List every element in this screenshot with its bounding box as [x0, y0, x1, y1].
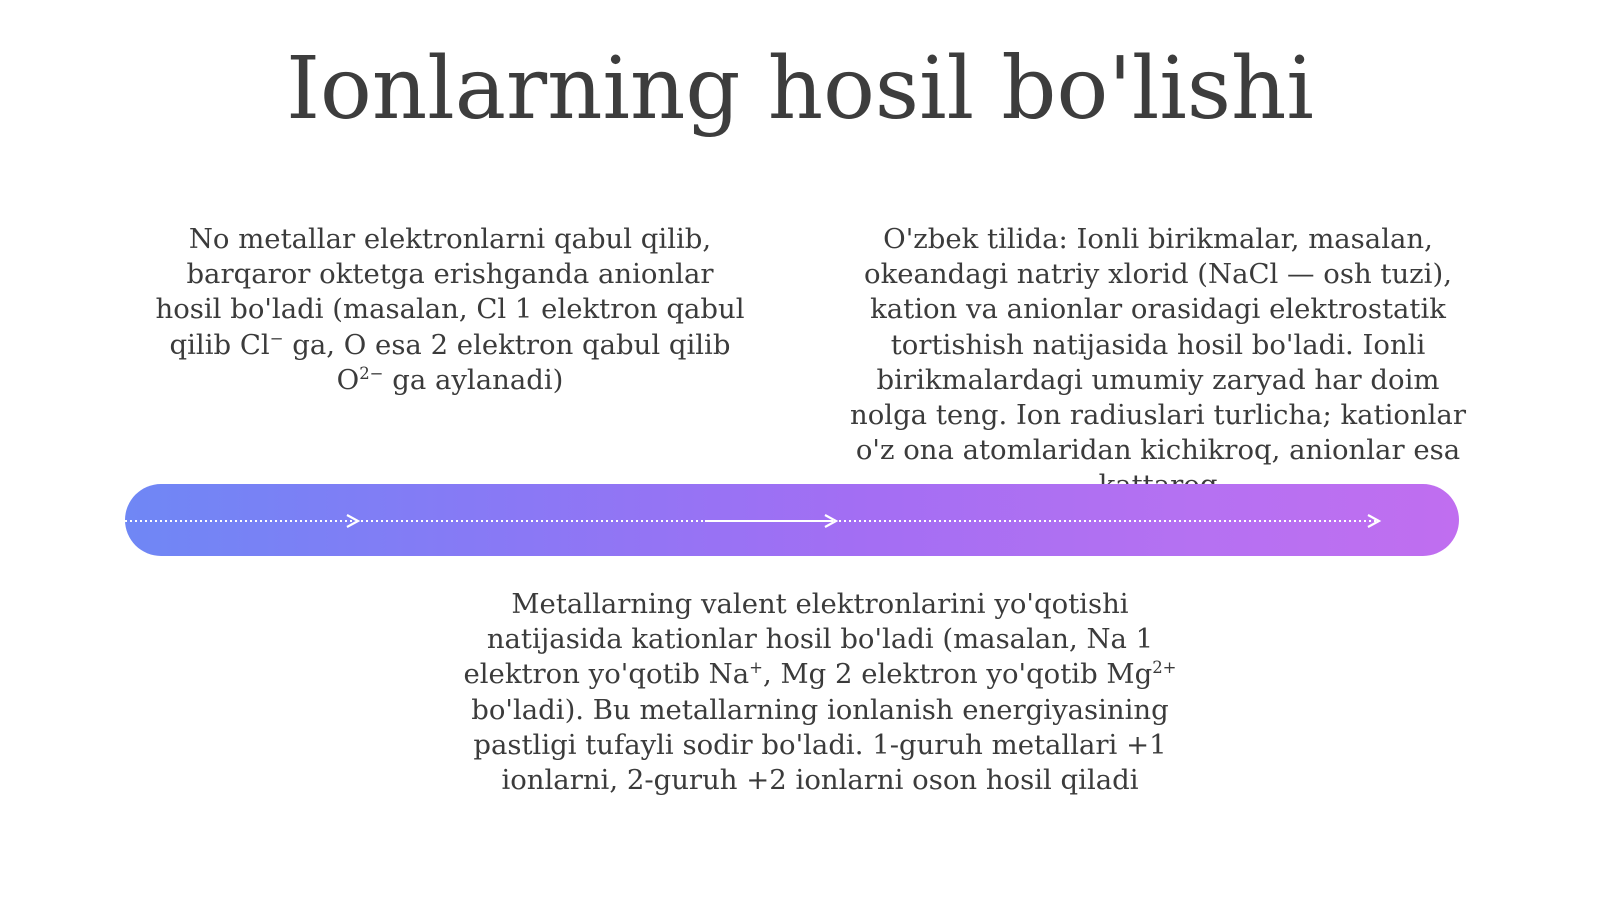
oxide-charge: 2− [359, 363, 384, 383]
cation-text-part1: Metallarning valent elektronlarini yo'qotishi natijasida kationlar hosil bo'ladi (masalan, Na 1 elektron yo'qotib Na [463, 588, 1154, 691]
ionic-compound-text: O'zbek tilida: Ionli birikmalar, masalan, okeandagi natriy xlorid (NaCl — osh tuzi), kation va anionlar orasidagi elektrostatik tortishish natijasida hosil bo'ladi. Ionli birikmalardagi umumiy zaryad har doim nolga teng. Ion radiuslari turlicha; kationlar o'z ona atomlaridan kichikroq, anionlar esa [850, 223, 1466, 467]
anion-text-part3: ga aylanadi) [383, 363, 564, 396]
chloride-charge: − [269, 328, 284, 348]
arrow-head-1-icon [347, 515, 358, 527]
anion-text-part2: ga, O esa 2 elektron qabul qilib O [283, 328, 731, 396]
magnesium-charge: 2+ [1152, 658, 1177, 678]
anion-formation-text [150, 222, 750, 398]
cation-text-part3: bo'ladi). Bu metallarning ionlanish energiyasining pastligi tufayli sodir bo'ladi. 1-guruh metallari +1 ionlarni, 2-guruh +2 ionlarni oson hosil qiladi [471, 693, 1169, 797]
anion-text-part1: No metallar elektronlarni qabul qilib, barqaror oktetga erishganda anionlar hosil bo'ladi (masalan, Cl 1 elektron qabul qilib Cl [155, 223, 745, 361]
timeline-arrows [125, 484, 1459, 556]
cation-text-part2: , Mg 2 elektron yo'qotib Mg [762, 658, 1153, 691]
sodium-charge: + [749, 658, 763, 678]
cation-formation-text [455, 587, 1185, 798]
slide-title: Ionlarning hosil bo'lishi [286, 39, 1314, 139]
timeline-bar [125, 484, 1459, 556]
